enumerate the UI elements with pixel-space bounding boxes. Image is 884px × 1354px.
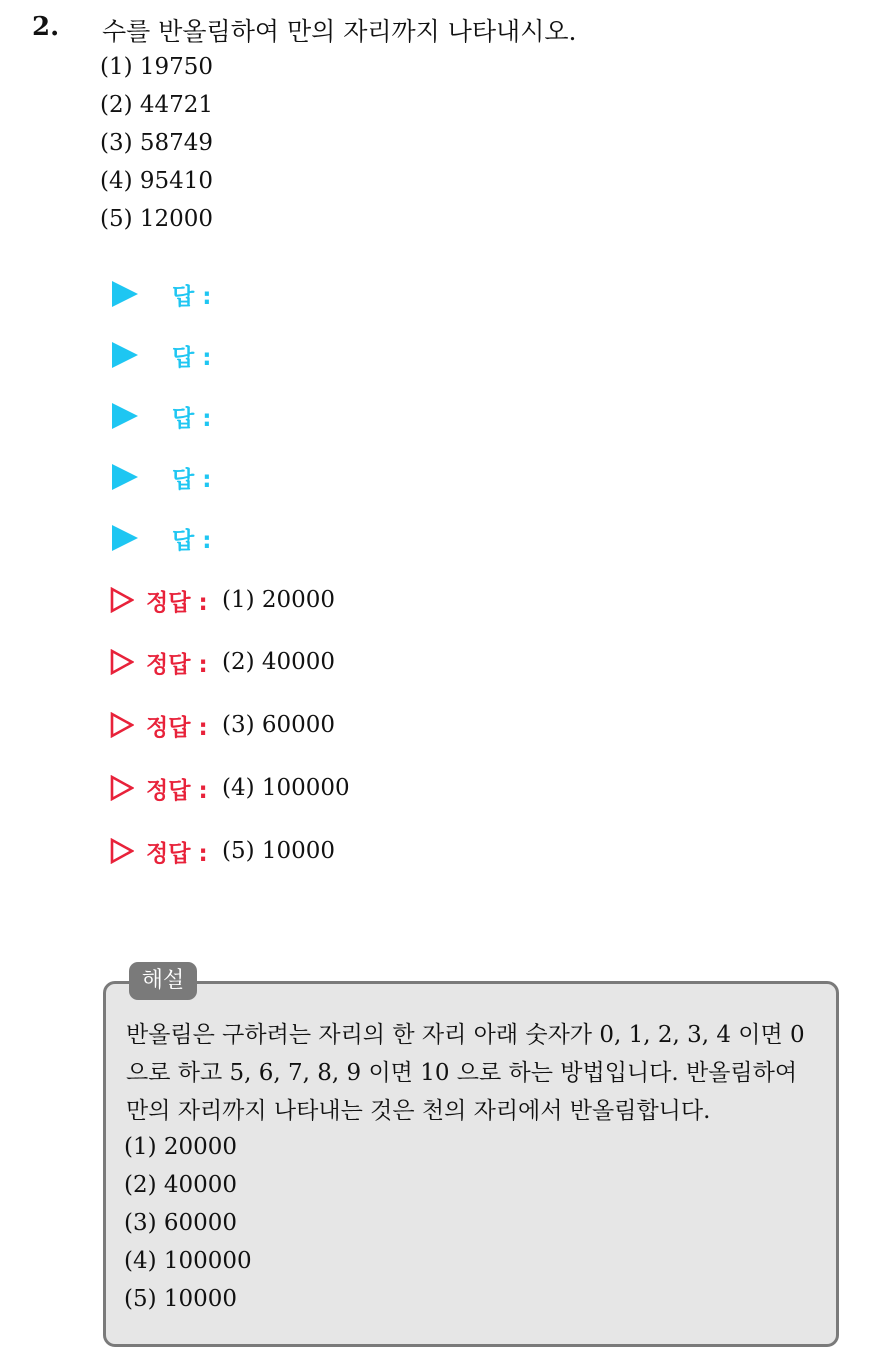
answer-label: 답 : [172,344,212,371]
solution-label: 정답 : [146,777,208,804]
solution-label: 정답 : [146,589,208,616]
explanation-item: (1) 20000 [124,1134,238,1160]
outline-triangle-icon [110,775,134,801]
choice-item: (4) 95410 [100,168,214,194]
explanation-tag: 해설 [129,962,197,1000]
explanation-line: 으로 하고 5, 6, 7, 8, 9 이면 10 으로 하는 방법입니다. 반올림하여 [126,1060,798,1086]
answer-row[interactable] [112,279,211,309]
solution-value: (4) 100000 [222,775,350,801]
answer-row[interactable] [112,462,211,492]
choice-list [100,52,213,242]
answer-label: 답 : [172,405,212,432]
play-triangle-icon [112,403,138,429]
solution-value: (5) 10000 [222,838,336,864]
play-triangle-icon [112,342,138,368]
explanation-item: (3) 60000 [124,1210,238,1236]
explanation-line: 만의 자리까지 나타내는 것은 천의 자리에서 반올림합니다. [126,1098,711,1124]
choice-item: (5) 12000 [100,206,214,232]
answer-label: 답 : [172,466,212,493]
outline-triangle-icon [110,712,134,738]
outline-triangle-icon [110,649,134,675]
solution-row [110,646,335,678]
explanation-item: (2) 40000 [124,1172,238,1198]
explanation-item: (5) 10000 [124,1286,238,1312]
solution-label: 정답 : [146,840,208,867]
answer-row[interactable] [112,401,211,431]
explanation-list [124,1128,252,1318]
solution-row [110,835,335,867]
choice-item: (3) 58749 [100,130,214,156]
play-triangle-icon [112,464,138,490]
answer-row[interactable] [112,340,211,370]
solution-row [110,772,350,804]
solution-value: (3) 60000 [222,712,336,738]
play-triangle-icon [112,281,138,307]
question-text: 수를 반올림하여 만의 자리까지 나타내시오. [102,17,577,46]
solution-value: (1) 20000 [222,587,336,613]
explanation-line: 반올림은 구하려는 자리의 한 자리 아래 숫자가 0, 1, 2, 3, 4 이면 0 [126,1022,805,1048]
answer-row[interactable] [112,523,211,553]
answer-label: 답 : [172,527,212,554]
solution-row [110,584,335,616]
solution-label: 정답 : [146,651,208,678]
answer-label: 답 : [172,283,212,310]
outline-triangle-icon [110,838,134,864]
question-number: 2. [32,12,60,42]
outline-triangle-icon [110,587,134,613]
solution-row [110,709,335,741]
choice-item: (2) 44721 [100,92,214,118]
choice-item: (1) 19750 [100,54,214,80]
solution-label: 정답 : [146,714,208,741]
play-triangle-icon [112,525,138,551]
explanation-item: (4) 100000 [124,1248,252,1274]
explanation-text [126,1016,830,1130]
solution-value: (2) 40000 [222,649,336,675]
